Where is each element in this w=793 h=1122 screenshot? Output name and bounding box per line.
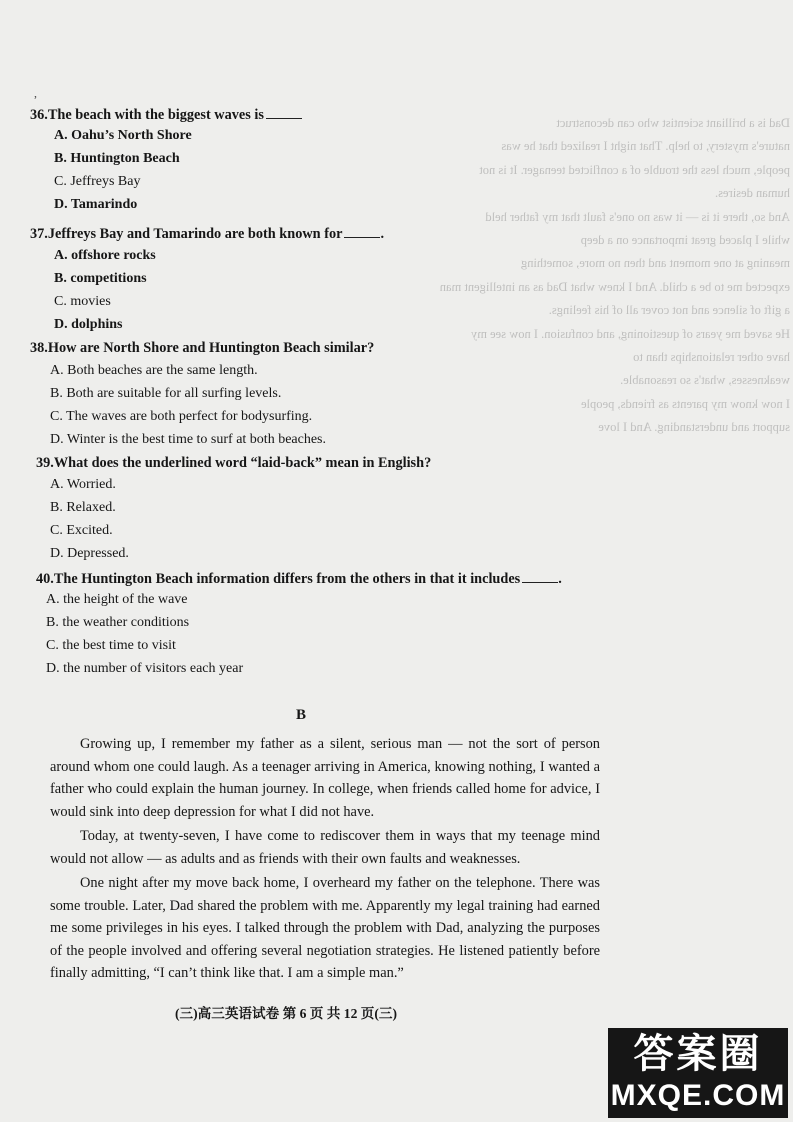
bleed-line: Dad is a brilliant scientist who can deconstruct bbox=[556, 116, 790, 130]
bleed-line: meaning at one moment and then no more, something bbox=[520, 256, 790, 271]
option-39-c: C. Excited. bbox=[50, 523, 113, 538]
question-number: 36. bbox=[30, 107, 48, 123]
bleed-through-text bbox=[439, 112, 790, 440]
option-37-d: D. dolphins bbox=[54, 317, 123, 332]
bleed-line: while I placed great importance on a deep bbox=[580, 233, 790, 248]
option-36-a: A. Oahu’s North Shore bbox=[54, 128, 192, 143]
bleed-line: human desires. bbox=[715, 186, 790, 201]
bleed-line: people, much less the trouble of a conflicted teenager. It is not bbox=[479, 162, 790, 177]
bleed-line: expected me to be a child. And I knew what Dad as an intelligent man bbox=[439, 279, 790, 294]
option-40-c: C. the best time to visit bbox=[46, 638, 176, 653]
bleed-line: I now know my parents as friends, people bbox=[581, 396, 790, 411]
option-40-b: B. the weather conditions bbox=[46, 615, 190, 630]
question-stem: The beach with the biggest waves is bbox=[47, 107, 264, 123]
question-number: 37. bbox=[30, 226, 48, 242]
option-38-a: A. Both beaches are the same length. bbox=[50, 363, 258, 378]
option-36-d: D. Tamarindo bbox=[54, 197, 138, 212]
question-stem: The Huntington Beach information differs from the others in that it includes bbox=[53, 571, 521, 587]
site-watermark bbox=[608, 1028, 788, 1118]
question-number: 39. bbox=[36, 455, 54, 471]
answer-blank bbox=[344, 225, 380, 238]
option-38-d: D. Winter is the best time to surf at both beaches. bbox=[50, 432, 327, 447]
question-tail: . bbox=[558, 571, 562, 587]
bleed-line: weaknesses, what's so reasonable. bbox=[620, 373, 790, 388]
option-40-a: A. the height of the wave bbox=[46, 592, 188, 607]
question-stem: What does the underlined word “laid-back” mean in English? bbox=[53, 455, 432, 471]
bleed-line: have other relationships than to bbox=[633, 350, 790, 365]
question-39 bbox=[36, 455, 431, 472]
question-40 bbox=[36, 570, 562, 588]
question-36 bbox=[30, 106, 302, 124]
bleed-line: support and understanding. And I love bbox=[598, 420, 790, 435]
option-39-b: B. Relaxed. bbox=[50, 500, 116, 515]
option-38-c: C. The waves are both perfect for bodysurfing. bbox=[50, 409, 313, 424]
watermark-en: MXQE.COM bbox=[610, 1079, 786, 1112]
option-36-c: C. Jeffreys Bay bbox=[54, 174, 141, 189]
option-39-a: A. Worried. bbox=[50, 477, 116, 492]
option-40-d: D. the number of visitors each year bbox=[46, 661, 244, 676]
passage-paragraph-3: One night after my move back home, I overheard my father on the telephone. There was some trouble. Later, Dad shared the problem with me. Apparently my legal training had earned me some privileges in his eyes. I talked through the problem with Dad, analyzing the purposes of the people involved and offering several negotiation strategies. He listened patiently before finally admitting, “I can’t think like that. I am a simple man.” bbox=[50, 875, 600, 982]
option-37-c: C. movies bbox=[54, 294, 111, 309]
passage-paragraph-1: Growing up, I remember my father as a silent, serious man — not the sort of person around whom one could laugh. As a teenager arriving in America, knowing nothing, I wanted a father who could explain the human journey. In college, when friends called home for advice, I would sink into deep depression for what I did not have. bbox=[50, 736, 600, 820]
option-37-a: A. offshore rocks bbox=[54, 248, 156, 263]
question-38 bbox=[30, 340, 374, 357]
question-number: 40. bbox=[36, 571, 54, 587]
page-footer: (三)高三英语试卷 第 6 页 共 12 页(三) bbox=[175, 1006, 398, 1021]
option-38-b: B. Both are suitable for all surfing levels. bbox=[50, 386, 282, 401]
question-tail: . bbox=[380, 226, 385, 242]
bleed-line: And so, there it is — it was no one's fault that my father held bbox=[485, 209, 790, 224]
answer-blank bbox=[522, 570, 558, 583]
bleed-line: nature's mystery, to help. That night I realized that he was bbox=[501, 139, 790, 154]
question-stem: How are North Shore and Huntington Beach similar? bbox=[47, 340, 375, 356]
answer-blank bbox=[266, 106, 302, 119]
option-39-d: D. Depressed. bbox=[50, 546, 129, 561]
option-37-b: B. competitions bbox=[54, 271, 147, 286]
question-stem: Jeffreys Bay and Tamarindo are both known for bbox=[47, 226, 343, 242]
passage-paragraph-2: Today, at twenty-seven, I have come to rediscover them in ways that my teenage mind would not allow — as adults and as friends with their own faults and weaknesses. bbox=[50, 828, 600, 867]
section-heading: B bbox=[296, 707, 307, 723]
stray-mark: , bbox=[34, 86, 37, 100]
question-37 bbox=[30, 225, 384, 243]
bleed-line: a gift of silence and not cover all of his feelings. bbox=[548, 303, 790, 318]
bleed-line: He saved me years of questioning, and confusion. I now see my bbox=[470, 326, 790, 341]
option-36-b: B. Huntington Beach bbox=[54, 151, 180, 166]
watermark-cn: 答案圈 bbox=[633, 1031, 763, 1077]
question-number: 38. bbox=[30, 340, 48, 356]
